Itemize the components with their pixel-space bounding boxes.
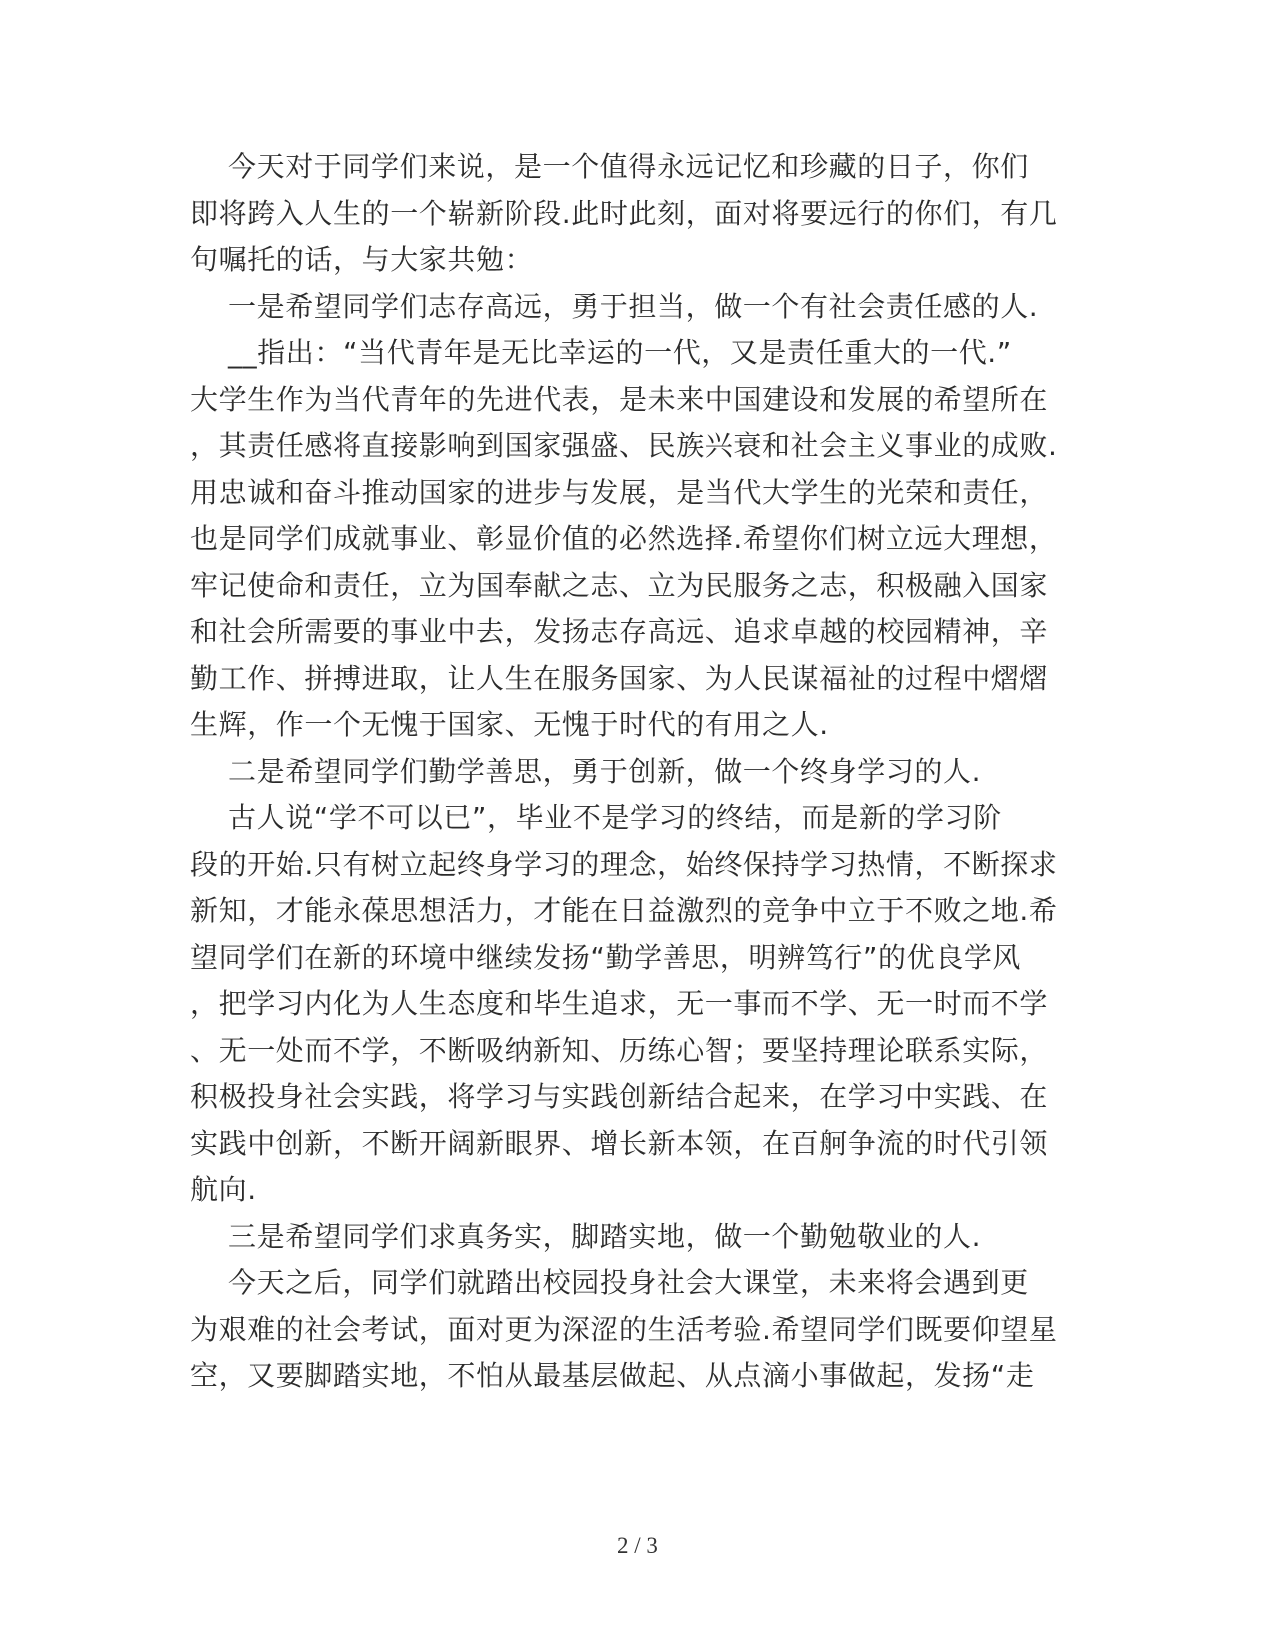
text-line: 望同学们在新的环境中继续发扬“勤学善思，明辨笃行”的优良学风 — [190, 940, 1022, 974]
text-line: ，把学习内化为人生态度和毕生追求，无一事而不学、无一时而不学 — [190, 987, 1049, 1020]
text-line: 二是希望同学们勤学善思，勇于创新，做一个终身学习的人. — [190, 754, 982, 788]
text-line: 积极投身社会实践，将学习与实践创新结合起来，在学习中实践、在 — [190, 1080, 1049, 1113]
text-line: 句嘱托的话，与大家共勉： — [190, 243, 534, 276]
text-line: 也是同学们成就事业、彰显价值的必然选择.希望你们树立远大理想， — [190, 522, 1058, 555]
text-line: 即将跨入人生的一个崭新阶段.此时此刻，面对将要远行的你们，有几 — [190, 196, 1058, 230]
text-line: 三是希望同学们求真务实，脚踏实地，做一个勤勉敬业的人. — [190, 1219, 982, 1253]
text-line: 航向. — [190, 1173, 257, 1206]
text-line: ，其责任感将直接影响到国家强盛、民族兴衰和社会主义事业的成败. — [190, 429, 1058, 462]
text-line: 为艰难的社会考试，面对更为深涩的生活考验.希望同学们既要仰望星 — [190, 1312, 1058, 1346]
text-line: 、无一处而不学，不断吸纳新知、历练心智；要坚持理论联系实际， — [190, 1033, 1049, 1067]
text-line: 今天对于同学们来说，是一个值得永远记忆和珍藏的日子，你们 — [190, 150, 1029, 183]
text-line: 勤工作、拼搏进取，让人生在服务国家、为人民谋福祉的过程中熠熠 — [190, 661, 1049, 695]
text-line: 牢记使命和责任，立为国奉献之志、立为民服务之志，积极融入国家 — [190, 568, 1049, 602]
text-line: 新知，才能永葆思想活力，才能在日益激烈的竞争中立于不败之地.希 — [190, 894, 1058, 927]
text-line: 古人说“学不可以已”，毕业不是学习的终结，而是新的学习阶 — [190, 801, 1002, 834]
text-line: 今天之后，同学们就踏出校园投身社会大课堂，未来将会遇到更 — [190, 1266, 1029, 1299]
text-line: __指出：“当代青年是无比幸运的一代，又是责任重大的一代.” — [190, 336, 1012, 369]
text-line: 用忠诚和奋斗推动国家的进步与发展，是当代大学生的光荣和责任， — [190, 475, 1049, 509]
text-line: 一是希望同学们志存高远，勇于担当，做一个有社会责任感的人. — [190, 289, 1039, 323]
body-text — [190, 144, 1070, 1400]
page-number: 2 / 3 — [617, 1533, 658, 1558]
text-line: 空，又要脚踏实地，不怕从最基层做起、从点滴小事做起，发扬“走 — [190, 1359, 1035, 1392]
text-line: 生辉，作一个无愧于国家、无愧于时代的有用之人. — [190, 708, 829, 741]
text-line: 大学生作为当代青年的先进代表，是未来中国建设和发展的希望所在 — [190, 382, 1049, 416]
text-line: 实践中创新，不断开阔新眼界、增长新本领，在百舸争流的时代引领 — [190, 1126, 1049, 1160]
text-line: 和社会所需要的事业中去，发扬志存高远、追求卓越的校园精神，辛 — [190, 615, 1049, 648]
text-line: 段的开始.只有树立起终身学习的理念，始终保持学习热情，不断探求 — [190, 847, 1058, 881]
